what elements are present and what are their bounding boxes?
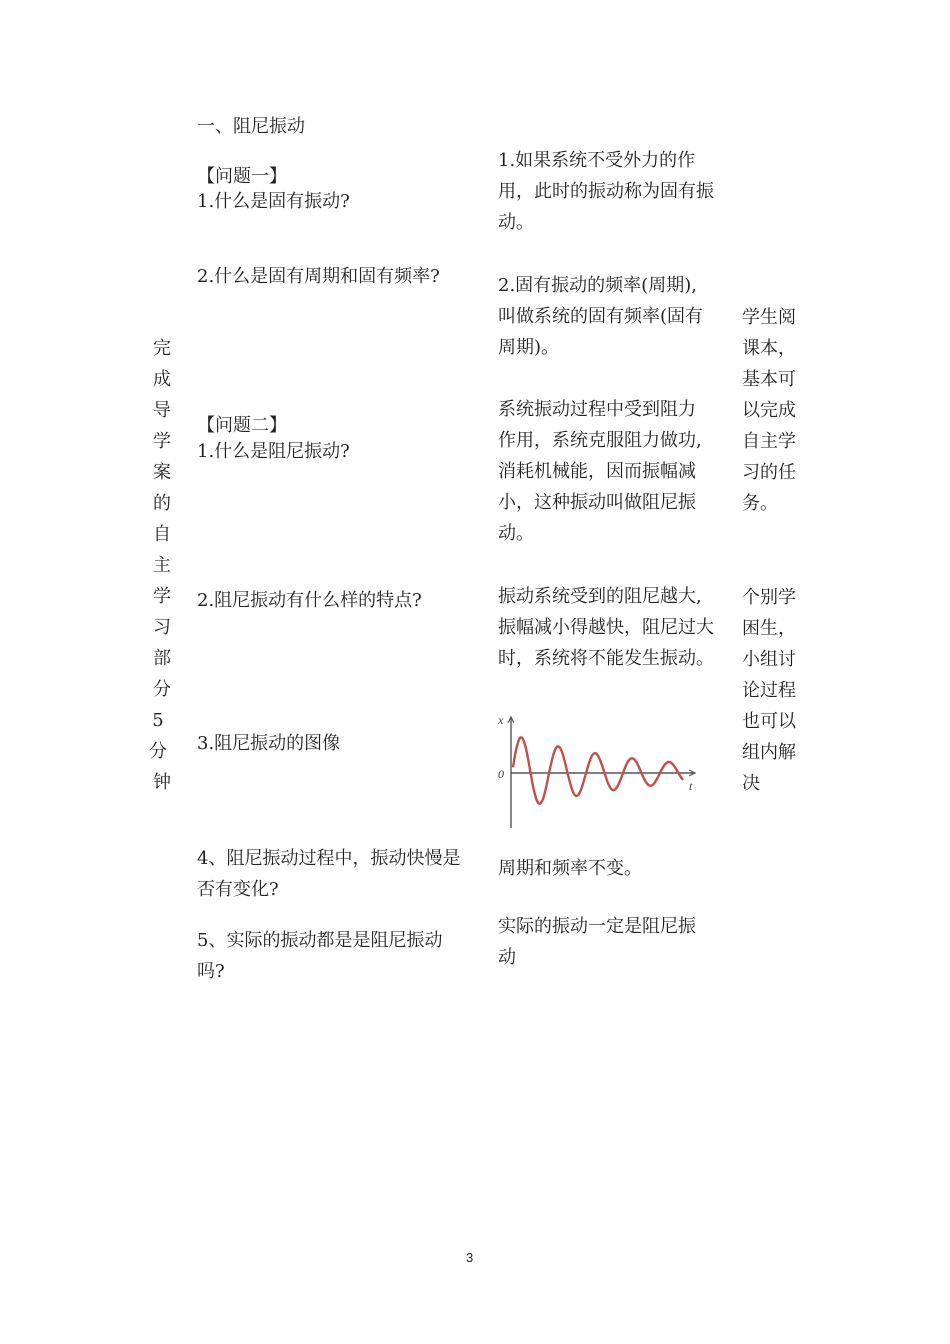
side-char: 学 bbox=[153, 431, 171, 452]
answer-3-line-5: 动。 bbox=[498, 523, 534, 544]
damped-oscillation-graph bbox=[493, 710, 703, 832]
question-2-1: 1.什么是阻尼振动? bbox=[197, 441, 350, 462]
note-1-line: 课本， bbox=[742, 338, 796, 359]
question-5-line-1: 5、实际的振动都是是阻尼振动 bbox=[197, 930, 443, 951]
note-1-line: 习的任 bbox=[742, 462, 796, 483]
answer-3-line-4: 小，这种振动叫做阻尼振 bbox=[498, 492, 696, 513]
note-2-line: 组内解 bbox=[742, 742, 796, 763]
note-1-line: 以完成 bbox=[742, 400, 796, 421]
answer-3-line-2: 作用，系统克服阻力做功, bbox=[498, 430, 702, 451]
note-2-line: 小组讨 bbox=[742, 649, 796, 670]
side-char: 主 bbox=[153, 555, 171, 576]
question-4-line-2: 否有变化? bbox=[197, 879, 279, 900]
question-group-1-header: 【问题一】 bbox=[197, 166, 287, 187]
answer-4-line-2: 振幅减小得越快，阻尼过大 bbox=[498, 617, 714, 638]
question-5-line-2: 吗? bbox=[197, 961, 225, 982]
answer-1-line-2: 用，此时的振动称为固有振 bbox=[498, 181, 714, 202]
side-char: 的 bbox=[153, 493, 171, 514]
answer-5: 周期和频率不变。 bbox=[498, 858, 642, 879]
answer-1-line-1: 1.如果系统不受外力的作 bbox=[498, 150, 696, 171]
note-1-line: 学生阅 bbox=[742, 307, 796, 328]
damped-curve bbox=[513, 737, 683, 803]
answer-3-line-1: 系统振动过程中受到阻力 bbox=[498, 399, 696, 420]
question-2-2: 2.阻尼振动有什么样的特点? bbox=[197, 590, 422, 611]
note-2-line: 决 bbox=[742, 773, 760, 794]
answer-2-line-1: 2.固有振动的频率(周期), bbox=[498, 275, 697, 296]
note-2-line: 困生， bbox=[742, 618, 796, 639]
note-2-line: 也可以 bbox=[742, 711, 796, 732]
side-char: 钟 bbox=[153, 772, 171, 793]
answer-4-line-3: 时，系统将不能发生振动。 bbox=[498, 648, 714, 669]
answer-2-line-3: 周期)。 bbox=[498, 337, 560, 358]
question-2-3: 3.阻尼振动的图像 bbox=[197, 733, 341, 754]
side-char: 习 bbox=[153, 617, 171, 638]
y-axis-label: x bbox=[498, 713, 504, 727]
question-group-2-header: 【问题二】 bbox=[197, 415, 287, 436]
side-char: 完 bbox=[153, 338, 171, 359]
question-1-2: 2.什么是固有周期和固有频率? bbox=[197, 266, 440, 287]
answer-2-line-2: 叫做系统的固有频率(固有 bbox=[498, 306, 704, 327]
page-number: 3 bbox=[466, 1250, 474, 1265]
note-2-line: 论过程 bbox=[742, 680, 796, 701]
note-1-line: 自主学 bbox=[742, 431, 796, 452]
side-char: 成 bbox=[153, 369, 171, 390]
side-char: 案 bbox=[153, 462, 171, 483]
side-char: 部 bbox=[153, 648, 171, 669]
x-axis-label: t bbox=[689, 779, 693, 793]
answer-3-line-3: 消耗机械能，因而振幅减 bbox=[498, 461, 696, 482]
note-1-line: 务。 bbox=[742, 493, 778, 514]
answer-6-line-2: 动 bbox=[498, 947, 516, 968]
question-1-1: 1.什么是固有振动? bbox=[197, 191, 350, 212]
side-column-vertical-text bbox=[150, 333, 174, 798]
answer-6-line-1: 实际的振动一定是阻尼振 bbox=[498, 916, 696, 937]
note-2-line: 个别学 bbox=[742, 587, 796, 608]
side-char: 学 bbox=[153, 586, 171, 607]
side-char: 分 bbox=[153, 679, 171, 700]
origin-label: 0 bbox=[498, 767, 504, 781]
answer-4-line-1: 振动系统受到的阻尼越大, bbox=[498, 586, 702, 607]
section-title: 一、阻尼振动 bbox=[197, 116, 305, 137]
side-char: 5 分 bbox=[149, 710, 167, 762]
answer-1-line-3: 动。 bbox=[498, 212, 534, 233]
side-char: 自 bbox=[153, 524, 171, 545]
question-4-line-1: 4、阻尼振动过程中，振动快慢是 bbox=[197, 848, 461, 869]
side-char: 导 bbox=[153, 400, 171, 421]
note-1-line: 基本可 bbox=[742, 369, 796, 390]
